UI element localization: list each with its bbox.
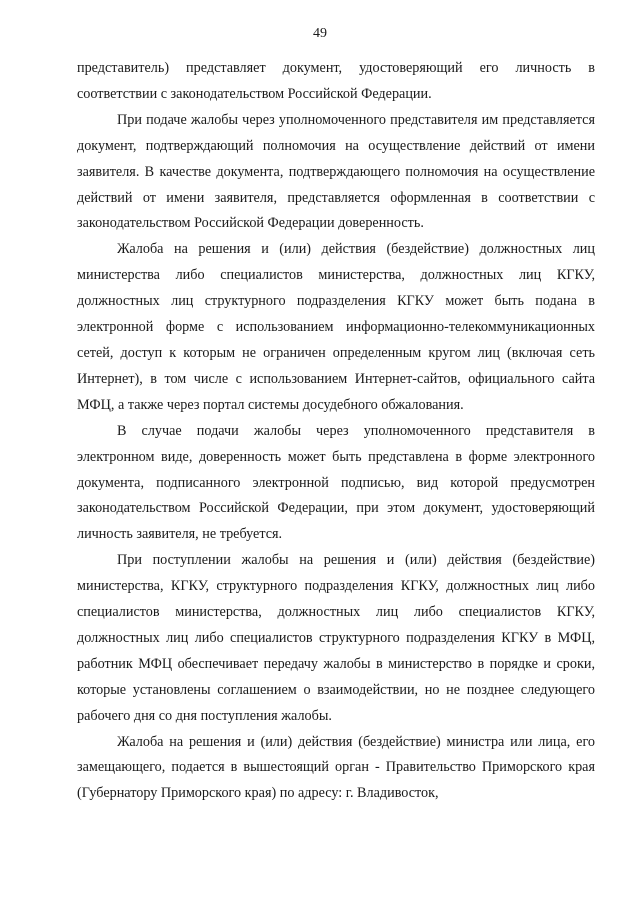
paragraph-electronic-complaint: Жалоба на решения и (или) действия (бездействие) должностных лиц министерства либо специалистов министерства, должностных лиц КГКУ, должностных лиц структурного подразделения КГКУ может быть подана в электронной форме с использованием информационно-телекоммуникационных сетей, доступ к которым не ограничен определенным кругом лиц (включая сеть Интернет), в том числе с использованием Интернет-сайтов, официального сайта МФЦ, а также через портал системы досудебного обжалования. [77,241,595,413]
paragraph-mfc-complaint: При поступлении жалобы на решения и (или) действия (бездействие) министерства, КГКУ, структурного подразделения КГКУ, должностных лиц либо специалистов министерства, должностных лиц либо специалистов КГКУ, должностных лиц либо специалистов структурного подразделения КГКУ в МФЦ, работник МФЦ обеспечивает передачу жалобы в министерство в порядке и сроки, которые установлены соглашением о взаимодействии, но не позднее следующего рабочего дня со дня поступления жалобы. [77,552,595,724]
document-body [77,56,595,807]
paragraph-continuation: представитель) представляет документ, удостоверяющий его личность в соответствии с законодательством Российской Федерации. [77,60,595,102]
paragraph-minister-complaint: Жалоба на решения и (или) действия (бездействие) министра или лица, его замещающего, подается в вышестоящий орган - Правительство Приморского края (Губернатору Приморского края) по адресу: г. Владивосток, [77,733,595,802]
paragraph-electronic-representative: В случае подачи жалобы через уполномоченного представителя в электронном виде, доверенность может быть представлена в форме электронного документа, подписанного электронной подписью, вид которой предусмотрен законодательством Российской Федерации, при этом документ, удостоверяющий личность заявителя, не требуется. [77,422,595,543]
paragraph-representative-authority: При подаче жалобы через уполномоченного представителя им представляется документ, подтверждающий полномочия на осуществление действий от имени заявителя. В качестве документа, подтверждающего полномочия на осуществление действий от имени заявителя, представляется оформленная в соответствии с законодательством Российской Федерации доверенность. [77,111,595,232]
page-number: 49 [313,26,327,41]
